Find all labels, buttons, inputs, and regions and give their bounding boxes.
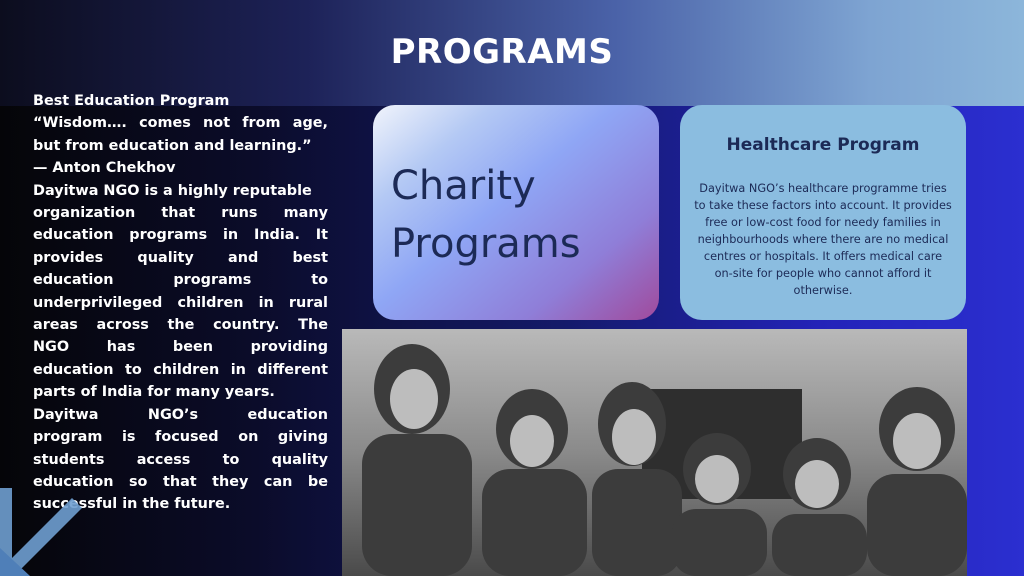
text-line: Dayitwa NGO’s education xyxy=(33,406,328,423)
children-thumbs-up-photo xyxy=(342,329,967,576)
heading-line: Charity xyxy=(391,163,536,209)
text-line: education so that they can be xyxy=(33,473,328,490)
charity-programs-card xyxy=(373,105,659,320)
body-line: neighbourhoods where there are no medical xyxy=(697,233,949,246)
text-line: education programs to xyxy=(33,272,328,289)
text-line: students access to quality xyxy=(33,451,328,468)
text-line: NGO has been providing xyxy=(33,339,328,356)
text-line: “Wisdom…. comes not from age, xyxy=(33,115,328,132)
body-line: Dayitwa NGO’s healthcare programme tries xyxy=(699,182,947,195)
page-title: PROGRAMS xyxy=(390,32,614,72)
text-line: — Anton Chekhov xyxy=(33,160,176,177)
children-photo xyxy=(342,329,967,576)
text-line: Dayitwa NGO is a highly reputable xyxy=(33,182,312,199)
text-line: underprivileged children in rural xyxy=(33,294,328,311)
arrow-down-left-icon xyxy=(0,488,90,576)
body-line: centres or hospitals. It offers medical care xyxy=(703,250,943,263)
body-line: free or low-cost food for needy families in xyxy=(705,216,941,229)
body-line: to take these factors into account. It provides xyxy=(694,199,952,212)
text-line: education programs in India. It xyxy=(33,227,328,244)
text-line: parts of India for many years. xyxy=(33,384,275,401)
healthcare-program-card xyxy=(680,105,966,320)
text-line: but from education and learning.” xyxy=(33,137,312,154)
text-line: organization that runs many xyxy=(33,205,328,222)
healthcare-program-title: Healthcare Program xyxy=(726,135,920,155)
text-line: Best Education Program xyxy=(33,93,230,109)
body-line: on-site for people who cannot afford it xyxy=(714,267,932,280)
text-line: program is focused on giving xyxy=(33,429,328,446)
healthcare-program-body xyxy=(684,180,962,299)
text-line: areas across the country. The xyxy=(33,317,328,334)
heading-line: Programs xyxy=(391,221,581,267)
text-line: provides quality and best xyxy=(33,249,328,266)
body-line: otherwise. xyxy=(793,284,853,297)
education-program-text xyxy=(33,90,328,516)
text-line: education to children in different xyxy=(33,361,328,378)
text-line: successful in the future. xyxy=(33,496,231,513)
charity-programs-heading xyxy=(391,157,581,273)
